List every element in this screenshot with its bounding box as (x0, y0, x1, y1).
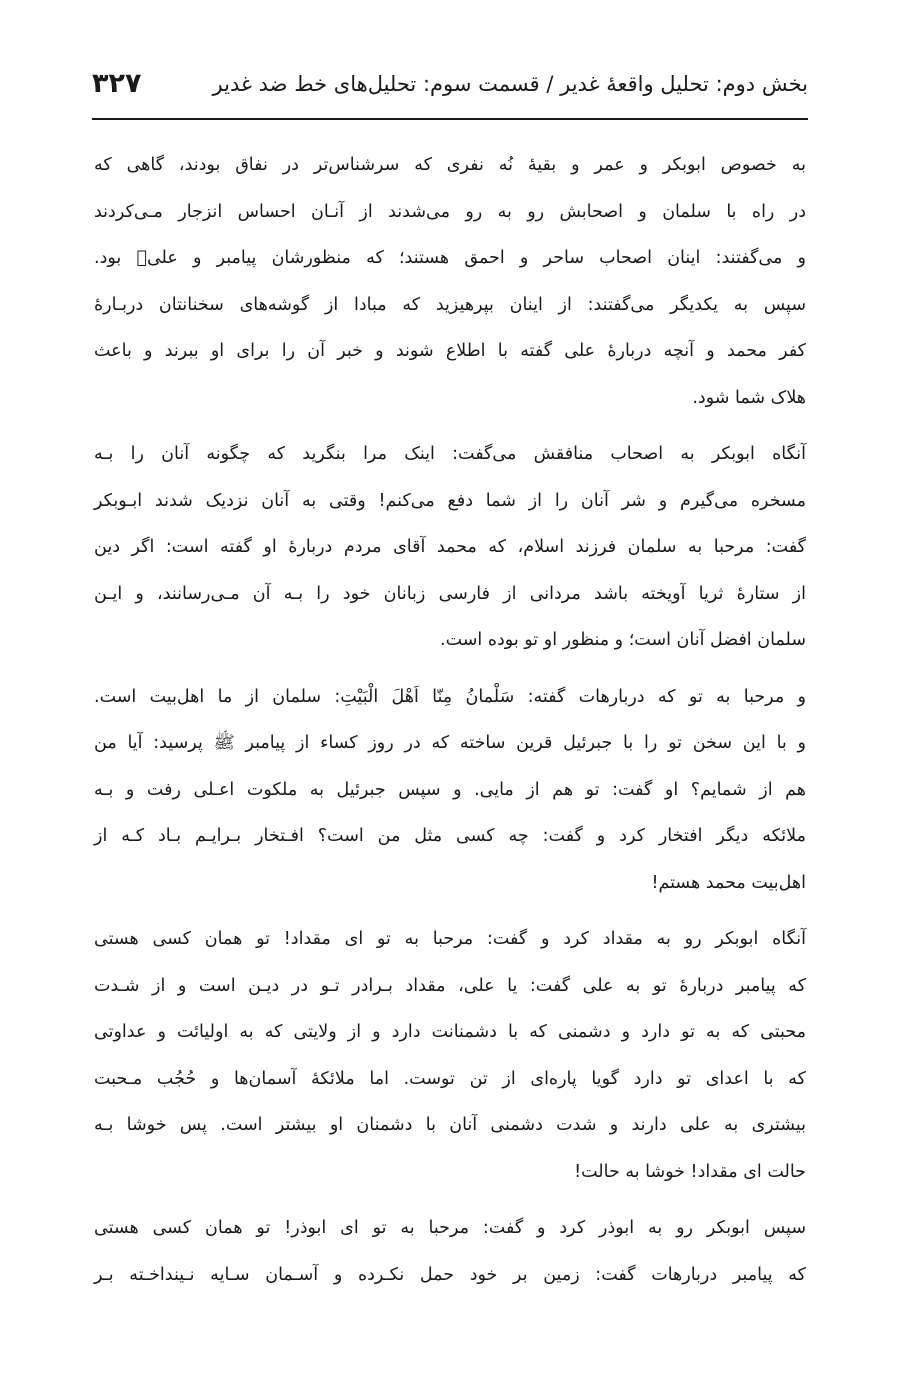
body-text (94, 142, 806, 1308)
text-line: سپس ابوبکر رو به ابوذر کرد و گفت: مرحبا به تو ای ابوذر! تو همان کسی هستی (94, 1218, 806, 1238)
text-line: بیشتری به علی دارند و شدت دشمنی آنان با دشمنان او بیشتر است. پس خوشا بـه (94, 1115, 806, 1135)
text-line: و مرحبا به تو که دربارهات گفته: سَلْمانُ مِنّا اَهْلَ الْبَیْتِ: سلمان از ما اهل‌بیت است. (94, 686, 806, 707)
header-title: بخش دوم: تحلیل واقعهٔ غدیر / قسمت سوم: تحلیل‌های خط ضد غدیر (212, 72, 808, 96)
text-line: آنگاه ابوبکر رو به مقداد کرد و گفت: مرحبا به تو ای مقداد! تو همان کسی هستی (94, 929, 806, 949)
paragraph (94, 1205, 806, 1298)
text-line: در راه با سلمان و اصحابش رو به رو می‌شدند از آنـان احساس انزجار مـی‌کردند (94, 201, 806, 222)
text-line: محبتی که به تو دارد و دشمنی که با دشمنانت دارد و از ولایتی که به اولیائت و عداوتی (94, 1022, 806, 1042)
text-line: مسخره می‌گیرم و شر آنان را از شما دفع می‌کنم! وقتی به آنان نزدیک شدند ابـوبکر (94, 490, 806, 511)
running-header (92, 66, 808, 116)
text-line: و می‌گفتند: اینان اصحاب ساحر و احمق هستند؛ که منظورشان پیامبر و علیؑ بود. (94, 248, 806, 268)
text-line: که پیامبر دربارهٔ تو به علی گفت: یا علی، مقداد بـرادر تـو در دیـن است و از شـدت (94, 975, 806, 996)
text-line: اهل‌بیت محمد هستم! (651, 872, 806, 893)
paragraph (94, 916, 806, 1195)
page-number: ۳۲۷ (92, 68, 142, 99)
text-line: حالت ای مقداد! خوشا به حالت! (574, 1161, 806, 1182)
text-line: هم از شمایم؟ او گفت: تو هم از مایی. و سپس جبرئیل به ملکوت اعـلی رفت و بـه (94, 779, 806, 800)
text-line: سلمان افضل آنان است؛ و منظور او تو بوده است. (440, 630, 806, 650)
text-line: گفت: مرحبا به سلمان فرزند اسلام، که محمد آقای مردم دربارهٔ او گفته است: اگر دین (94, 537, 806, 557)
paragraph (94, 142, 806, 421)
paragraph (94, 431, 806, 664)
text-line: که پیامبر دربارهات گفت: زمین بر خود حمل نکـرده و آسـمان سـایه نـینداخـته بـر (94, 1264, 806, 1285)
text-line: کفر محمد و آنچه دربارهٔ علی گفته با اطلاع شوند و خبر آن را برای او ببرند و باعث (94, 341, 806, 361)
text-line: از ستارهٔ ثریا آویخته باشد مردانی از فارسی زبانان خود را بـه آن مـی‌رسانند، و ایـن (94, 583, 806, 604)
text-line: آنگاه ابوبکر به اصحاب منافقش می‌گفت: اینک مرا بنگرید که چگونه آنان را بـه (94, 444, 806, 464)
text-line: که با اعدای تو دارد گویا پاره‌ای از تن توست. اما ملائکهٔ آسمان‌ها و حُجُب مـحبت (94, 1068, 806, 1089)
text-line: سپس به یکدیگر می‌گفتند: از اینان بپرهیزید که مبادا از گوشه‌های سخنانتان دربـارهٔ (94, 294, 806, 315)
text-line: هلاک شما شود. (692, 387, 806, 408)
text-line: ملائکه دیگر افتخار کرد و گفت: چه کسی مثل من است؟ افـتخار بـرایـم بـاد کـه از (94, 826, 806, 846)
text-line: و با این سخن تو را با جبرئیل قرین ساخته که در روز کساء از پیامبر ﷺ پرسید: آیا من (94, 733, 806, 753)
header-divider (92, 118, 808, 120)
text-line: به خصوص ابوبکر و عمر و بقیهٔ نُه نفری که سرشناس‌تر در نفاق بودند، گاهی که (94, 155, 806, 175)
paragraph (94, 674, 806, 907)
